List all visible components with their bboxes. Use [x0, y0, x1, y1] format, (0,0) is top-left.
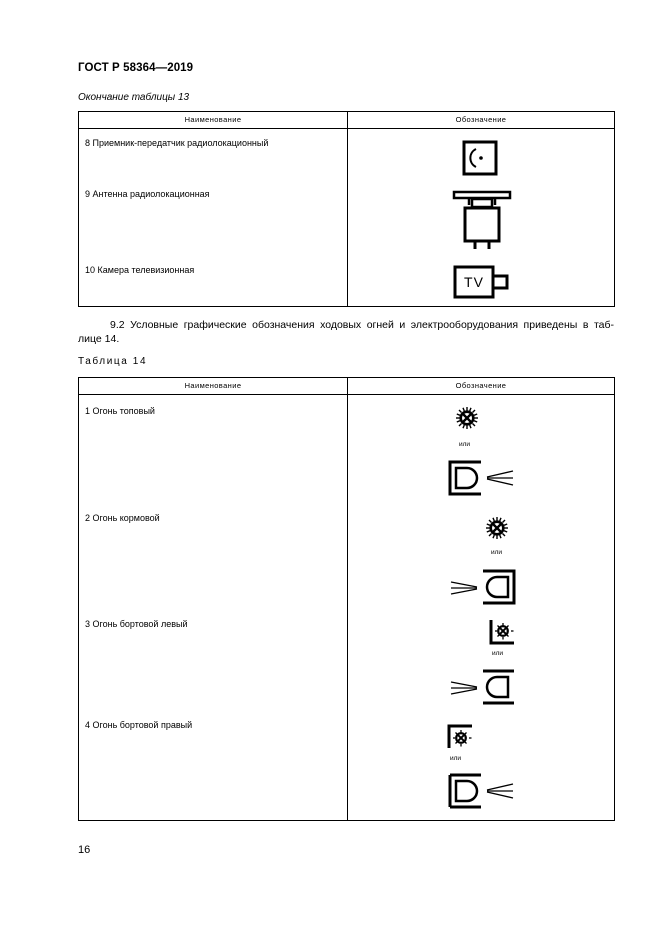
tv-camera-icon [453, 265, 511, 299]
paragraph-line: 9.2 Условные графические обозначения ходовых огней и электрооборудования приведены в таб- [110, 319, 614, 331]
port-light-icon [489, 619, 515, 645]
column-divider [347, 112, 348, 306]
paragraph-9-2 [78, 318, 614, 346]
radar-transceiver-icon [462, 140, 498, 176]
table-row-label: 2 Огонь кормовой [85, 513, 160, 523]
stern-lamp-icon [447, 568, 517, 606]
or-label: или [450, 755, 462, 762]
column-header-symbol: Обозначение [455, 115, 507, 124]
tv-label: TV [464, 274, 484, 290]
column-divider [347, 378, 348, 820]
or-label: или [491, 549, 503, 556]
radar-antenna-icon [451, 189, 513, 251]
table-row-label: 3 Огонь бортовой левый [85, 619, 188, 629]
column-header-name: Наименование [184, 115, 242, 124]
table14-caption: Таблица 14 [78, 356, 148, 367]
page-header: ГОСТ Р 58364—2019 [78, 62, 194, 74]
table-row-label: 4 Огонь бортовой правый [85, 720, 193, 730]
port-lamp-icon [447, 668, 517, 706]
table-13 [78, 111, 615, 307]
starboard-light-icon [447, 724, 473, 750]
table-row-label: 9 Антенна радиолокационная [85, 189, 210, 199]
column-header-symbol: Обозначение [455, 381, 507, 390]
stern-light-icon [485, 516, 509, 540]
masthead-light-icon [455, 406, 479, 430]
masthead-lamp-icon [447, 459, 517, 497]
table-row-label: 8 Приемник-передатчик радиолокационный [85, 138, 269, 148]
table-row-label: 1 Огонь топовый [85, 406, 155, 416]
or-label: или [459, 441, 471, 448]
paragraph-line: лице 14. [78, 333, 120, 345]
starboard-lamp-icon [447, 772, 517, 810]
table13-caption: Окончание таблицы 13 [78, 92, 190, 103]
table-row-label: 10 Камера телевизионная [85, 265, 195, 275]
table-14 [78, 377, 615, 821]
or-label: или [492, 650, 504, 657]
page-number: 16 [78, 844, 91, 856]
column-header-name: Наименование [184, 381, 242, 390]
